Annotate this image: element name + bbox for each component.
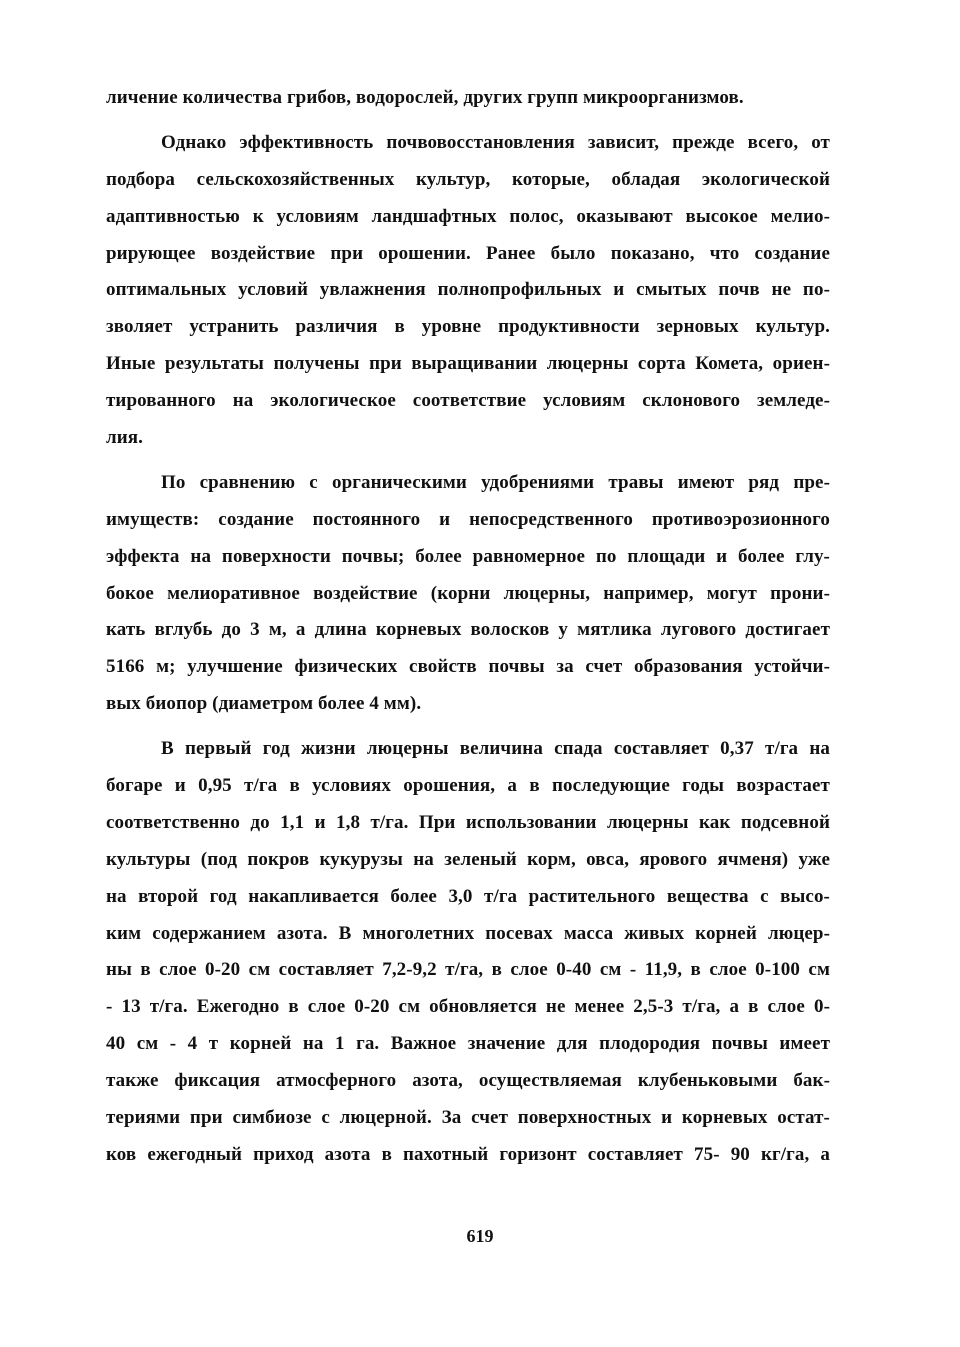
text-line: личение количества грибов, водорослей, других групп микроорганизмов. xyxy=(106,87,744,108)
text-line: зволяет устранить различия в уровне продуктивности зерновых культур. xyxy=(106,316,830,338)
text-line: Иные результаты получены при выращивании люцерны сорта Комета, ориен- xyxy=(106,353,830,375)
text-line: подбора сельскохозяйственных культур, которые, обладая экологической xyxy=(106,168,830,190)
text-line: на второй год накапливается более 3,0 т/га растительного вещества с высо- xyxy=(106,885,830,907)
text-line: также фиксация атмосферного азота, осуществляемая клубеньковыми бак- xyxy=(106,1070,830,1092)
text-line: эффекта на поверхности почвы; более равномерное по площади и более глу- xyxy=(106,545,830,567)
text-line: 5166 м; улучшение физических свойств почвы за счет образования устойчи- xyxy=(106,656,830,678)
paragraph-3 xyxy=(106,465,830,723)
text-line: оптимальных условий увлажнения полнопрофильных и смытых почв не по- xyxy=(106,279,830,301)
page-number: 619 xyxy=(466,1226,494,1246)
paragraph-1 xyxy=(106,80,830,117)
text-line: богаре и 0,95 т/га в условиях орошения, а в последующие годы возрастает xyxy=(106,775,830,797)
text-line: тированного на экологическое соответствие условиям склонового земледе- xyxy=(106,390,830,412)
document-body xyxy=(106,80,830,1174)
text-line: Однако эффективность почвовосстановления зависит, прежде всего, от xyxy=(161,131,830,153)
text-line: вых биопор (диаметром более 4 мм). xyxy=(106,693,422,715)
text-line: 40 см - 4 т корней на 1 га. Важное значение для плодородия почвы имеет xyxy=(106,1033,830,1055)
text-line: териями при симбиозе с люцерной. За счет поверхностных и корневых остат- xyxy=(106,1107,830,1129)
text-line: рирующее воздействие при орошении. Ранее было показано, что создание xyxy=(106,242,830,264)
text-line: ны в слое 0-20 см составляет 7,2-9,2 т/га, в слое 0-40 см - 11,9, в слое 0-100 см xyxy=(106,959,830,981)
text-line: ким содержанием азота. В многолетних посевах масса живых корней люцер- xyxy=(106,922,830,944)
text-line: бокое мелиоративное воздействие (корни люцерны, например, могут прони- xyxy=(106,582,830,604)
text-line: адаптивностью к условиям ландшафтных полос, оказывают высокое мелио- xyxy=(106,205,830,227)
text-line: ков ежегодный приход азота в пахотный горизонт составляет 75- 90 кг/га, а xyxy=(106,1143,830,1165)
text-line: соответственно до 1,1 и 1,8 т/га. При использовании люцерны как подсевной xyxy=(106,811,830,833)
paragraph-4 xyxy=(106,731,830,1174)
text-line: культуры (под покров кукурузы на зеленый корм, овса, ярового ячменя) уже xyxy=(106,848,830,870)
text-line: - 13 т/га. Ежегодно в слое 0-20 см обновляется не менее 2,5-3 т/га, а в слое 0- xyxy=(106,996,830,1018)
text-line: имуществ: создание постоянного и непосредственного противоэрозионного xyxy=(106,508,830,530)
text-line: лия. xyxy=(106,427,144,449)
text-line: По сравнению с органическими удобрениями травы имеют ряд пре- xyxy=(161,471,830,493)
text-line: В первый год жизни люцерны величина спада составляет 0,37 т/га на xyxy=(161,738,830,760)
paragraph-2 xyxy=(106,125,830,457)
text-line: кать вглубь до 3 м, а длина корневых волосков у мятлика лугового достигает xyxy=(106,619,830,641)
